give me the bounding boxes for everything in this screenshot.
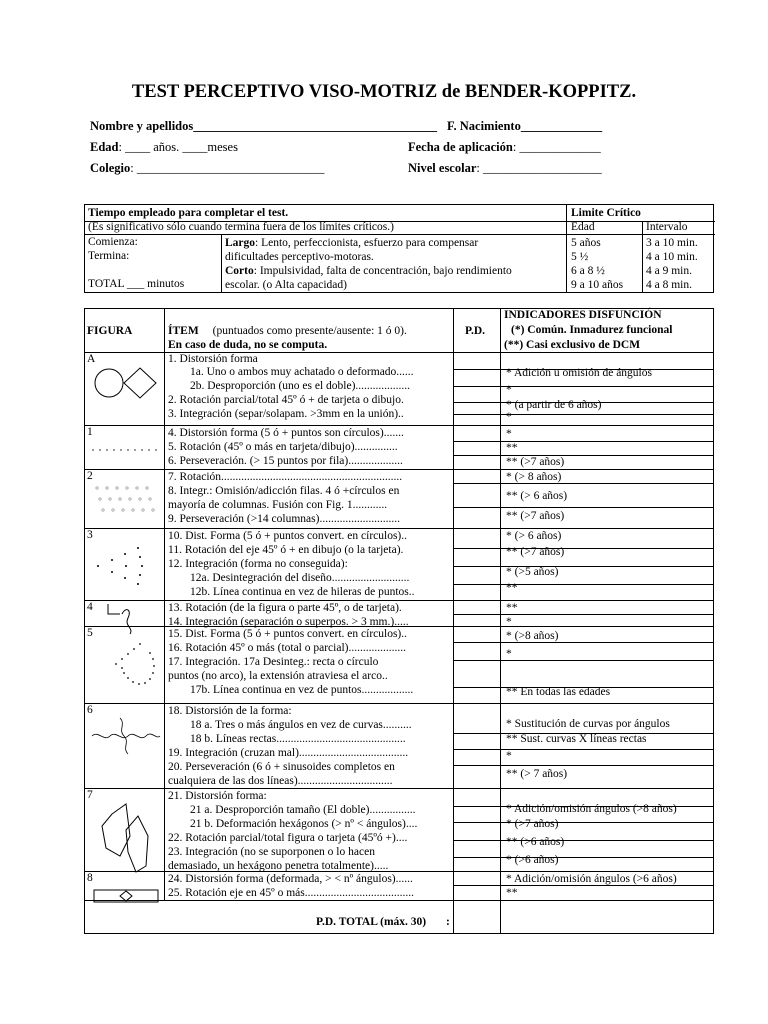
item-line: 4. Distorsión forma (5 ó + puntos son círculos)....... — [168, 427, 404, 439]
fecha-field[interactable] — [408, 140, 601, 155]
fecha-value: : _____________ — [512, 140, 601, 154]
item-header: ÍTEM (puntuados como presente/ausente: 1 ó 0). — [168, 325, 407, 337]
indicator-line: ** (>7 años) — [506, 546, 565, 558]
item-line: 11. Rotación del eje 45º ó + en dibujo (o la tarjeta). — [168, 544, 404, 556]
indicator-line: * (>8 años) — [506, 630, 559, 642]
figura-label: 5 — [87, 627, 93, 639]
item-header-note: En caso de duda, no se computa. — [168, 339, 328, 351]
figura-header: FIGURA — [87, 325, 133, 337]
figure-4-drawing — [104, 602, 144, 636]
item-line: 1. Distorsión forma — [168, 353, 258, 365]
item-line: 13. Rotación (de la figura o parte 45º, o de tarjeta). — [168, 602, 402, 614]
colegio-field[interactable] — [90, 161, 324, 176]
figure-5-drawing — [110, 638, 160, 698]
figure-8-drawing — [92, 888, 162, 904]
indicator-line: * (a partir de 6 años) — [506, 399, 602, 411]
figure-7-drawing — [98, 796, 158, 876]
figura-label: 7 — [87, 789, 93, 801]
item-line: 12b. Línea continua en vez de hileras de puntos.. — [190, 586, 415, 598]
indicators-header-2: (*) Común. Inmadurez funcional — [511, 324, 673, 336]
indicator-line: ** (> 6 años) — [506, 490, 568, 502]
item-line: 1a. Uno o ambos muy achatado o deformado...... — [190, 366, 414, 378]
indicator-line: * (>6 años) — [506, 854, 559, 866]
nivel-label: Nivel escolar — [408, 161, 477, 175]
item-line: 21 a. Desproporción tamaño (El doble)................ — [190, 804, 416, 816]
comienza-label[interactable]: Comienza: — [88, 236, 138, 248]
figure-1-drawing — [90, 446, 162, 454]
nivel-field[interactable] — [408, 161, 602, 176]
figure-2-drawing — [92, 482, 162, 520]
indicator-line: * Adición/omisión ángulos (>8 años) — [506, 803, 677, 815]
figure-a-drawing — [92, 364, 162, 400]
item-line: 16. Rotación 45º o más (total o parcial).................... — [168, 642, 406, 654]
limite-heading: Limite Crítico — [571, 207, 641, 219]
indicator-line: * Sustitución de curvas por ángulos — [506, 718, 670, 730]
indicator-line: ** Sust. curvas X líneas rectas — [506, 733, 647, 745]
item-line: 19. Integración (cruzan mal)...................................... — [168, 747, 409, 759]
item-line: 18 b. Líneas rectas............................................. — [190, 733, 406, 745]
figura-label: 4 — [87, 601, 93, 613]
edad-field[interactable] — [90, 140, 238, 155]
indicators-header-1: INDICADORES DISFUNCIÓN — [504, 309, 662, 321]
limite-intervalo: 4 a 10 min. — [646, 251, 698, 263]
indicator-line: ** (> 7 años) — [506, 768, 568, 780]
largo-text: Largo: Lento, perfeccionista, esfuerzo para compensar — [225, 237, 479, 249]
item-line: 17. Integración. 17a Desinteg.: recta o círculo — [168, 656, 379, 668]
limite-edad: 9 a 10 años — [571, 279, 624, 291]
indicator-line: * — [506, 750, 512, 762]
limite-edad: 5 años — [571, 237, 601, 249]
item-line: demasiado, un hexágono penetra totalmente)..... — [168, 860, 389, 872]
scoring-table — [84, 308, 714, 934]
limite-intervalo: 3 a 10 min. — [646, 237, 698, 249]
indicator-line: * (> 8 años) — [506, 471, 562, 483]
item-line: 15. Dist. Forma (5 ó + puntos convert. en círculos).. — [168, 628, 408, 640]
figure-6-drawing — [90, 716, 162, 756]
nivel-value: : ___________________ — [476, 161, 602, 175]
indicator-line: ** (>7 años) — [506, 456, 565, 468]
total-minutes-label[interactable]: TOTAL ___ minutos — [88, 278, 185, 290]
page-title: TEST PERCEPTIVO VISO-MOTRIZ de BENDER-KOPPITZ. — [131, 82, 637, 102]
indicator-line: * (> 6 años) — [506, 530, 562, 542]
edad-col-header: Edad — [571, 221, 595, 233]
colegio-value: : ______________________________ — [130, 161, 325, 175]
item-line: 14. Integración (separación o superpos. > 3 mm.)..... — [168, 616, 409, 628]
figura-label: 6 — [87, 704, 93, 716]
limite-intervalo: 4 a 8 min. — [646, 279, 692, 291]
item-line: 21 b. Deformación hexágonos (> nº < ángulos).... — [190, 818, 418, 830]
item-line: 7. Rotación............................................................... — [168, 471, 403, 483]
timing-heading: Tiempo empleado para completar el test. — [88, 207, 289, 219]
indicator-line: ** En todas las edades — [506, 686, 611, 698]
item-line: 5. Rotación (45º o más en tarjeta/dibujo)............... — [168, 441, 398, 453]
limite-edad: 6 a 8 ½ — [571, 265, 605, 277]
figura-label: 3 — [87, 529, 93, 541]
item-line: 9. Perseveración (>14 columnas)............................ — [168, 513, 400, 525]
corto-text-2: escolar. (o Alta capacidad) — [225, 279, 347, 291]
item-line: puntos (no arco), la extensión atraviesa el arco.. — [168, 670, 388, 682]
timing-subheading: (Es significativo sólo cuando termina fuera de los límites críticos.) — [88, 221, 394, 233]
termina-label[interactable]: Termina: — [88, 250, 130, 262]
indicator-line: ** (>7 años) — [506, 510, 565, 522]
item-line: 3. Integración (separ/solapam. >3mm en la unión).. — [168, 408, 404, 420]
item-line: 24. Distorsión forma (deformada, > < nº ángulos)...... — [168, 873, 413, 885]
corto-text: Corto: Impulsividad, falta de concentración, bajo rendimiento — [225, 265, 512, 277]
indicator-line: * — [506, 384, 512, 396]
colegio-label: Colegio — [90, 161, 131, 175]
indicator-line: * (>7 años) — [506, 818, 559, 830]
intervalo-col-header: Intervalo — [646, 221, 688, 233]
figure-3-drawing — [92, 542, 162, 588]
item-line: 8. Integr.: Omisión/adicción filas. 4 ó +círculos en — [168, 485, 400, 497]
nacimiento-field[interactable]: F. Nacimiento_____________ — [447, 119, 603, 133]
indicator-line: * — [506, 428, 512, 440]
item-line: 10. Dist. Forma (5 ó + puntos convert. en círculos).. — [168, 530, 408, 542]
item-line: 6. Perseveración. (> 15 puntos por fila)................... — [168, 455, 403, 467]
indicator-line: ** — [506, 442, 518, 454]
largo-text-2: dificultades perceptivo-motoras. — [225, 251, 374, 263]
item-line: 2b. Desproporción (uno es el doble)................... — [190, 380, 411, 392]
timing-box — [84, 204, 714, 293]
item-line: 17b. Línea continua en vez de puntos.................. — [190, 684, 414, 696]
fecha-label: Fecha de aplicación — [408, 140, 513, 154]
item-line: 18. Distorsión de la forma: — [168, 705, 292, 717]
item-line: 18 a. Tres o más ángulos en vez de curvas.......... — [190, 719, 412, 731]
indicator-line: * (>5 años) — [506, 566, 559, 578]
total-colon: : — [446, 916, 450, 928]
item-line: 22. Rotación parcial/total figura o tarjeta (45ºó +).... — [168, 832, 408, 844]
item-line: 12. Integración (forma no conseguida): — [168, 558, 348, 570]
item-line: cualquiera de las dos líneas)................................. — [168, 775, 393, 787]
indicator-line: * Adición/omisión ángulos (>6 años) — [506, 873, 677, 885]
pd-header: P.D. — [465, 325, 486, 337]
item-line: 20. Perseveración (6 ó + sinusoides completos en — [168, 761, 395, 773]
item-line: 23. Integración (no se suporponen o lo hacen — [168, 846, 375, 858]
item-line: 12a. Desintegración del diseño........................... — [190, 572, 410, 584]
indicator-line: ** — [506, 602, 518, 614]
nombre-field[interactable]: Nombre y apellidos_______________________________________ — [90, 119, 437, 133]
indicator-line: ** (>6 años) — [506, 836, 565, 848]
limite-edad: 5 ½ — [571, 251, 589, 263]
limite-intervalo: 4 a 9 min. — [646, 265, 692, 277]
total-label: P.D. TOTAL (máx. 30) — [316, 916, 427, 928]
edad-value: : ____ años. ____meses — [118, 140, 238, 154]
indicator-line: * Adición u omisión de ángulos — [506, 367, 652, 379]
figura-label: A — [87, 353, 96, 365]
figura-label: 2 — [87, 470, 93, 482]
indicators-header-3: (**) Casi exclusivo de DCM — [504, 339, 641, 351]
item-line: 2. Rotación parcial/total 45º ó + de tarjeta o dibujo. — [168, 394, 404, 406]
indicator-line: ** — [506, 582, 518, 594]
edad-label: Edad — [90, 140, 119, 154]
indicator-line: * — [506, 648, 512, 660]
item-line: 21. Distorsión forma: — [168, 790, 267, 802]
item-line: mayoría de columnas. Fusión con Fig. 1............ — [168, 499, 388, 511]
indicator-line: * — [506, 616, 512, 628]
indicator-line: ** — [506, 887, 518, 899]
figura-label: 1 — [87, 426, 93, 438]
item-line: 25. Rotación eje en 45º o más...................................... — [168, 887, 414, 899]
indicator-line: * — [506, 411, 512, 423]
figura-label: 8 — [87, 872, 93, 884]
